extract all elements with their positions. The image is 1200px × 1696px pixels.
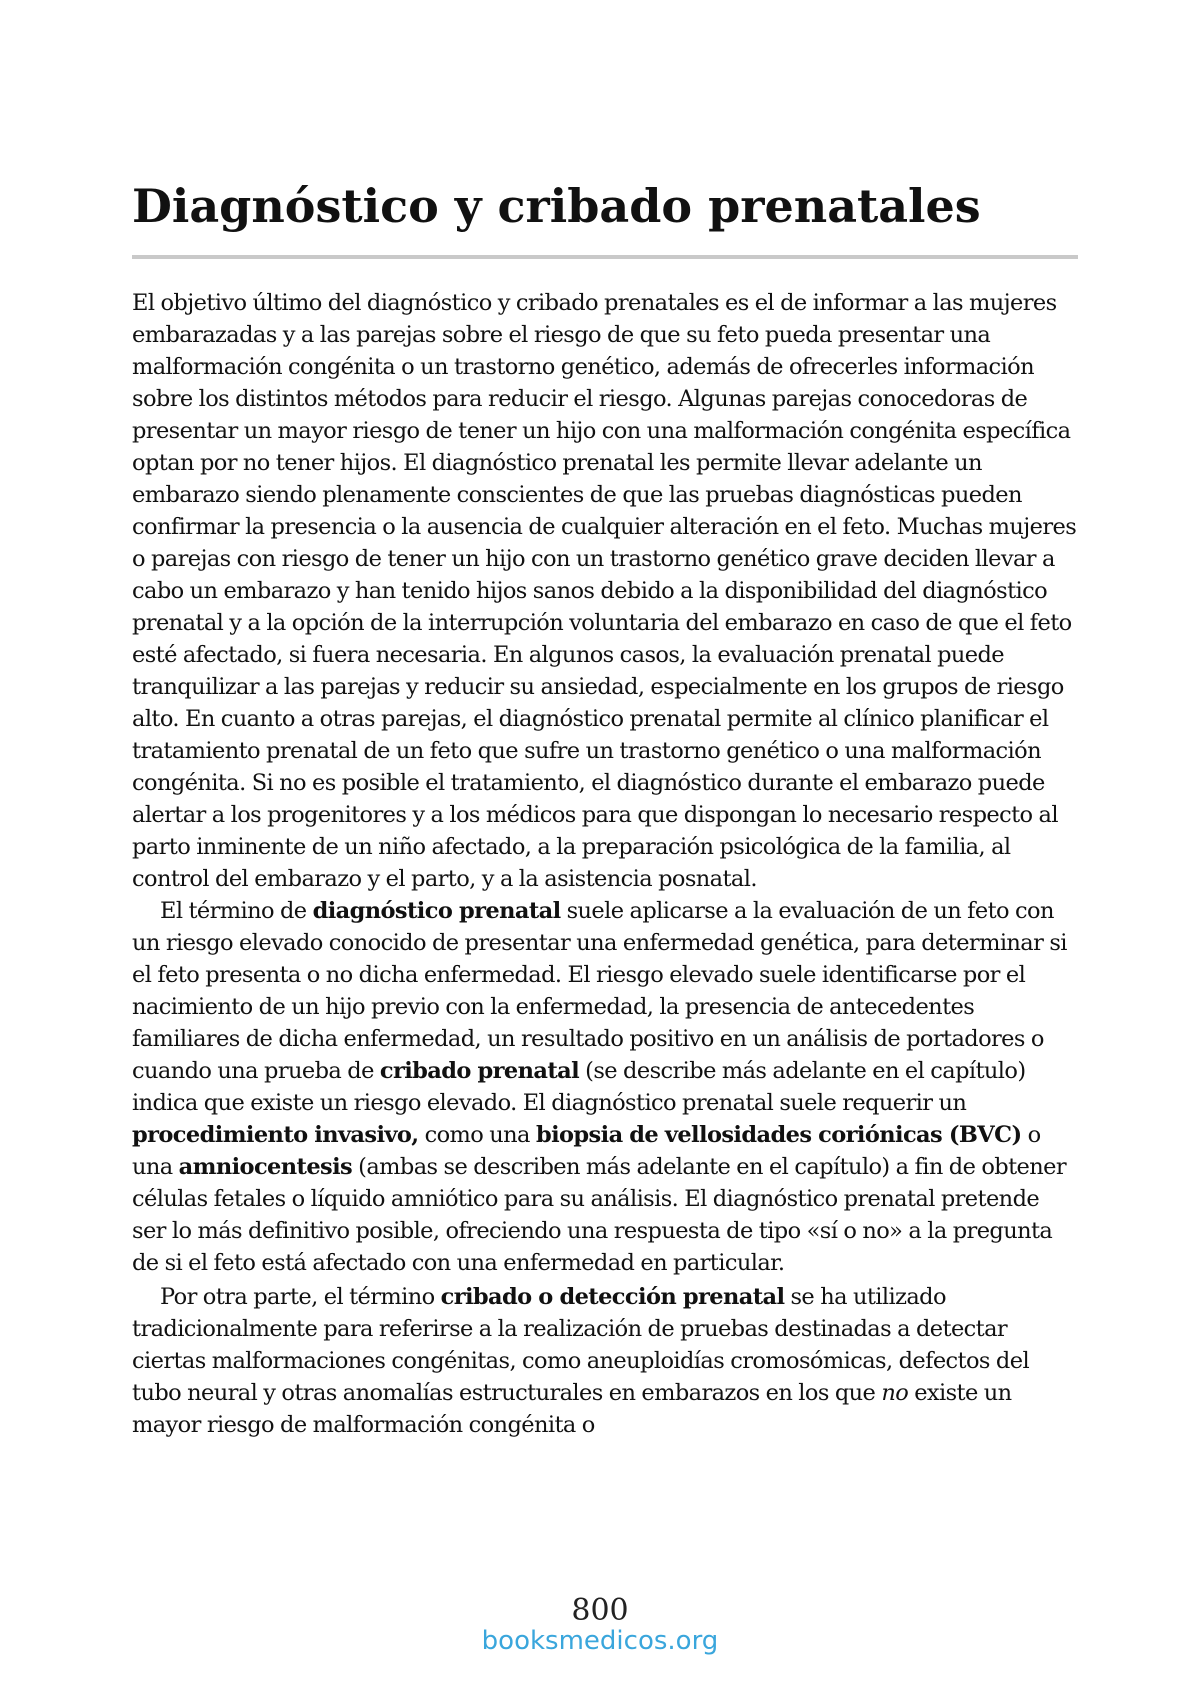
term-cribado-prenatal: cribado prenatal (379, 1058, 580, 1084)
term-diagnostico-prenatal: diagnóstico prenatal (312, 898, 561, 924)
text-run: suele aplicarse a la evaluación de un feto con un riesgo elevado conocido de presentar una enfermedad genética, para determinar si el feto presenta o no dicha enfermedad. El riesgo elevado suele identificarse por el nacimiento de un hijo previo con la enfermedad, la presencia de antecedentes familiares de dicha enfermedad, un resultado positivo en un análisis de portadores o cuando una prueba de (132, 898, 1067, 1084)
term-procedimiento-invasivo: procedimiento invasivo, (132, 1122, 419, 1148)
watermark: booksmedicos.org (481, 1626, 719, 1656)
paragraph-cribado (132, 1281, 1078, 1441)
page-number: 800 (571, 1593, 629, 1628)
body-text (132, 287, 1078, 1441)
title-divider (132, 255, 1078, 259)
paragraph-diagnostico (132, 895, 1078, 1279)
term-amniocentesis: amniocentesis (178, 1154, 353, 1180)
text-run: El término de (160, 898, 313, 924)
paragraph-intro: El objetivo último del diagnóstico y cribado prenatales es el de informar a las mujeres embarazadas y a las parejas sobre el riesgo de que su feto pueda presentar una malformación congénita o un trastorno genético, además de ofrecerles información sobre los distintos métodos para reducir el riesgo. Algunas parejas conocedoras de presentar un mayor riesgo de tener un hijo con una malformación congénita específica optan por no tener hijos. El diagnóstico prenatal les permite llevar adelante un embarazo siendo plenamente conscientes de que las pruebas diagnósticas pueden confirmar la presencia o la ausencia de cualquier alteración en el feto. Muchas mujeres o parejas con riesgo de tener un hijo con un trastorno genético grave deciden llevar a cabo un embarazo y han tenido hijos sanos debido a la disponibilidad del diagnóstico prenatal y a la opción de la interrupción voluntaria del embarazo en caso de que el feto esté afectado, si fuera necesaria. En algunos casos, la evaluación prenatal puede tranquilizar a las parejas y reducir su ansiedad, especialmente en los grupos de riesgo alto. En cuanto a otras parejas, el diagnóstico prenatal permite al clínico planificar el tratamiento prenatal de un feto que sufre un trastorno genético o una malformación congénita. Si no es posible el tratamiento, el diagnóstico durante el embarazo puede alertar a los progenitores y a los médicos para que dispongan lo necesario respecto al parto inminente de un niño afectado, a la preparación psicológica de la familia, al control del embarazo y el parto, y a la asistencia posnatal. (132, 290, 1077, 892)
text-run: como una (418, 1122, 536, 1148)
emphasis-no: no (881, 1380, 909, 1406)
page-title: Diagnóstico y cribado prenatales (132, 179, 981, 233)
term-bvc: biopsia de vellosidades coriónicas (BVC) (535, 1122, 1022, 1148)
text-run: (ambas se describen más adelante en el capítulo) a fin de obtener células fetales o líquido amniótico para su análisis. El diagnóstico prenatal pretende ser lo más definitivo posible, ofreciendo una respuesta de tipo «sí o no» a la pregunta de si el feto está afectado con una enfermedad en particular. (132, 1154, 1067, 1276)
text-run: o una (132, 1122, 1041, 1180)
text-run: existe un mayor riesgo de malformación congénita o (132, 1380, 1012, 1438)
text-run: (se describe más adelante en el capítulo) indica que existe un riesgo elevado. El diagnóstico prenatal suele requerir un (132, 1058, 1026, 1116)
text-run: se ha utilizado tradicionalmente para referirse a la realización de pruebas destinadas a detectar ciertas malformaciones congénitas, como aneuploidías cromosómicas, defectos del tubo neural y otras anomalías estructurales en embarazos en los que (132, 1284, 1030, 1406)
text-run: Por otra parte, el término (160, 1284, 441, 1310)
term-cribado-deteccion: cribado o detección prenatal (440, 1284, 785, 1310)
